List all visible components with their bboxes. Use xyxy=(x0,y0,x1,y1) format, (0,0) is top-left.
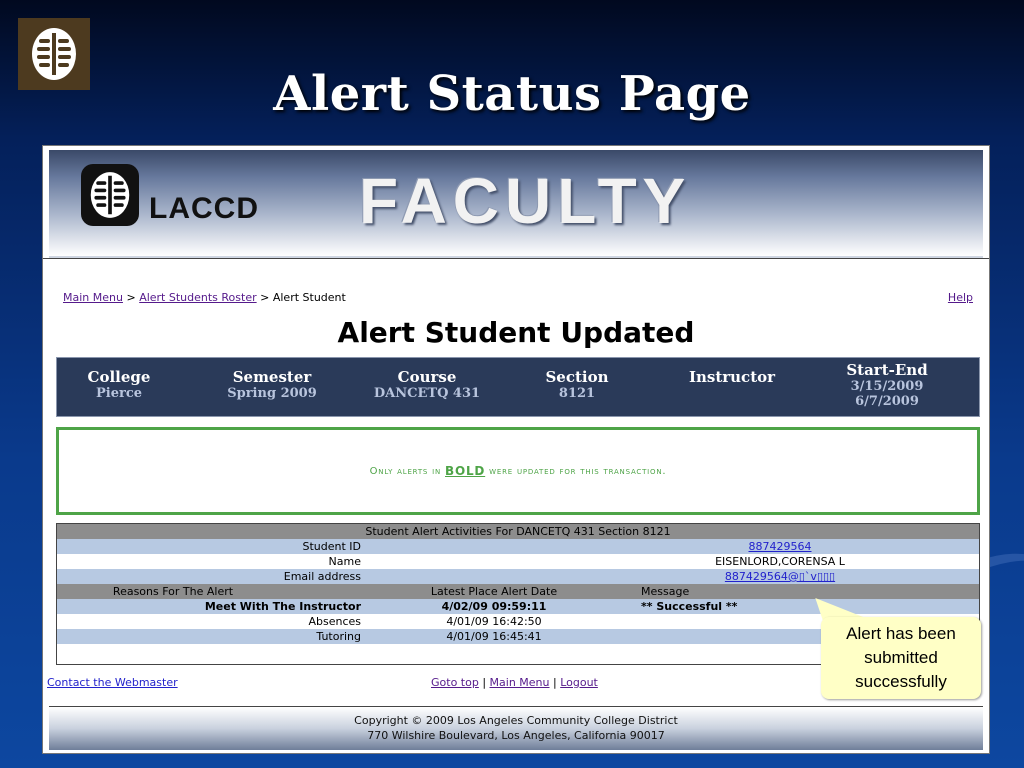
breadcrumb-alert-roster[interactable]: Alert Students Roster xyxy=(139,291,257,304)
email-link[interactable]: 887429564@▯`v▯▯▯ xyxy=(724,570,836,583)
email-row xyxy=(57,569,979,584)
course-value: DANCETQ 431 xyxy=(373,386,481,401)
start-end-column xyxy=(817,358,957,419)
reason-cell: Meet With The Instructor xyxy=(57,599,365,614)
reasons-header: Reasons For The Alert xyxy=(57,584,365,599)
email-label: Email address xyxy=(57,569,365,584)
breadcrumb-separator: > xyxy=(122,291,140,304)
breadcrumb-separator: > xyxy=(256,291,273,304)
course-info-bar xyxy=(56,357,980,417)
address-line: 770 Wilshire Boulevard, Los Angeles, California 90017 xyxy=(367,729,665,742)
course-column xyxy=(357,358,497,426)
reason-cell: Tutoring xyxy=(57,629,365,644)
section-value: 8121 xyxy=(558,386,596,401)
college-value: Pierce xyxy=(95,386,143,401)
section-label: Section xyxy=(545,368,609,386)
instructor-column xyxy=(667,358,797,426)
date-cell: 4/01/09 16:42:50 xyxy=(365,614,623,629)
section-column xyxy=(522,358,632,426)
copyright-footer xyxy=(49,706,983,750)
date-cell: 4/01/09 16:45:41 xyxy=(365,629,623,644)
student-id-row xyxy=(57,539,979,554)
notice-suffix: were updated for this transaction. xyxy=(489,465,667,477)
logout-link[interactable]: Logout xyxy=(560,676,598,689)
table-title: Student Alert Activities For DANCETQ 431 Section 8121 xyxy=(57,524,979,539)
breadcrumb-current: Alert Student xyxy=(272,291,346,304)
message-cell: ** Successful ** xyxy=(623,599,979,614)
student-id-label: Student ID xyxy=(57,539,365,554)
start-date: 3/15/2009 xyxy=(850,379,924,394)
update-notice xyxy=(56,427,980,515)
college-label: College xyxy=(87,368,151,386)
college-column xyxy=(57,358,181,426)
faculty-banner xyxy=(49,150,983,258)
date-cell: 4/02/09 09:59:11 xyxy=(365,599,623,614)
page-heading: Alert Student Updated xyxy=(337,316,695,349)
laccd-banner-logo xyxy=(81,164,139,226)
callout-text: Alert has been submitted successfully xyxy=(846,624,956,691)
semester-label: Semester xyxy=(232,368,312,386)
reason-cell: Absences xyxy=(57,614,365,629)
course-label: Course xyxy=(397,368,457,386)
banner-title: FACULTY xyxy=(359,165,692,237)
goto-top-link[interactable]: Goto top xyxy=(431,676,479,689)
name-label: Name xyxy=(57,554,365,569)
footer-main-menu-link[interactable]: Main Menu xyxy=(489,676,550,689)
footer-nav xyxy=(431,676,598,689)
reasons-header-row xyxy=(57,584,979,599)
help-link[interactable]: Help xyxy=(947,291,973,304)
org-name: LACCD xyxy=(149,192,259,225)
student-id-link[interactable]: 887429564 xyxy=(748,540,812,553)
end-date: 6/7/2009 xyxy=(855,394,919,409)
name-row xyxy=(57,554,979,569)
contact-webmaster-link[interactable]: Contact the Webmaster xyxy=(47,676,178,689)
footer-separator: | xyxy=(478,676,490,689)
copyright-line: Copyright © 2009 Los Angeles Community College District xyxy=(354,714,678,727)
date-header: Latest Place Alert Date xyxy=(365,584,623,599)
table-title-row xyxy=(57,524,979,539)
notice-bold-word: BOLD xyxy=(445,464,486,478)
student-name: EISENLORD,CORENSA L xyxy=(365,554,979,569)
slide-title: Alert Status Page xyxy=(273,66,751,122)
breadcrumb xyxy=(63,291,346,304)
success-callout xyxy=(821,617,981,699)
breadcrumb-main-menu[interactable]: Main Menu xyxy=(63,291,123,304)
instructor-label: Instructor xyxy=(688,368,776,386)
footer-separator: | xyxy=(549,676,561,689)
message-header: Message xyxy=(623,584,979,599)
divider xyxy=(43,258,989,259)
start-end-label: Start-End xyxy=(846,361,928,379)
notice-prefix: Only alerts in xyxy=(369,465,442,477)
semester-column xyxy=(207,358,337,426)
wheat-icon xyxy=(88,169,132,221)
semester-value: Spring 2009 xyxy=(227,386,317,401)
